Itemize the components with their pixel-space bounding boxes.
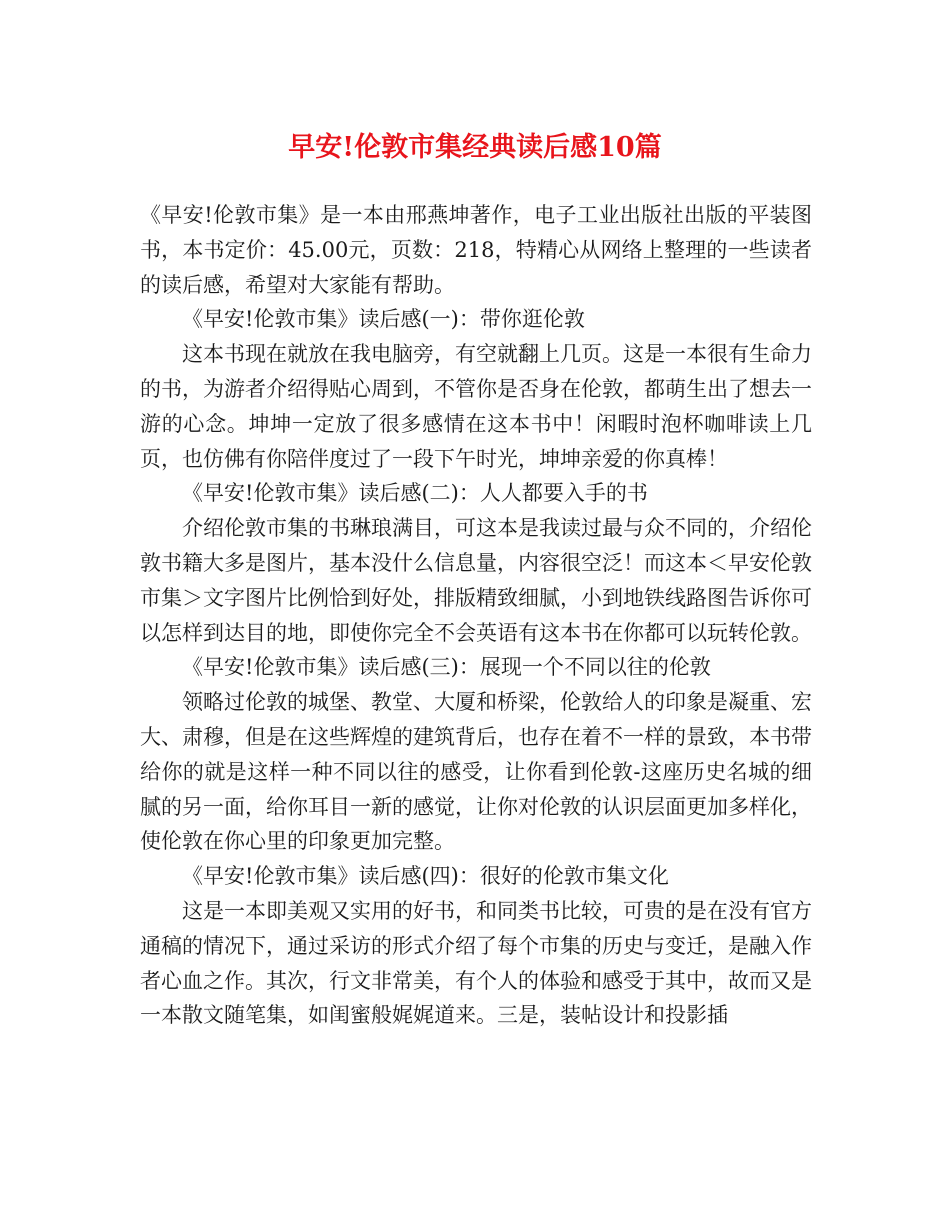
section-body-4: 这是一本即美观又实用的好书，和同类书比较，可贵的是在没有官方通稿的情况下，通过采访的形式介绍了每个市集的历史与变迁，是融入作者心血之作。其次，行文非常美，有个人的体验和感受于其中，故而又是一本散文随笔集，如闺蜜般娓娓道来。三是，装帖设计和投影插 <box>140 898 812 1028</box>
section-body-3: 领略过伦敦的城堡、教堂、大厦和桥梁，伦敦给人的印象是凝重、宏大、肃穆，但是在这些辉煌的建筑背后，也存在着不一样的景致，本书带给你的就是这样一种不同以往的感受，让你看到伦敦-这座历史名城的细腻的另一面，给你耳目一新的感觉，让你对伦敦的认识层面更加多样化，使伦敦在你心里的印象更加完整。 <box>140 690 812 854</box>
section-heading-1: 《早安!伦敦市集》读后感(一)：带你逛伦敦 <box>182 307 585 332</box>
section-body-1: 这本书现在就放在我电脑旁，有空就翻上几页。这是一本很有生命力的书，为游者介绍得贴心周到，不管你是否身在伦敦，都萌生出了想去一游的心念。坤坤一定放了很多感情在这本书中！闲暇时泡杯咖啡读上几页，也仿佛有你陪伴度过了一段下午时光，坤坤亲爱的你真棒！ <box>140 342 812 471</box>
section-heading-4: 《早安!伦敦市集》读后感(四)：很好的伦敦市集文化 <box>182 864 669 889</box>
document-body <box>140 198 812 1033</box>
section-body-2: 介绍伦敦市集的书琳琅满目，可这本是我读过最与众不同的，介绍伦敦书籍大多是图片，基本没什么信息量，内容很空泛！而这本＜早安伦敦市集＞文字图片比例恰到好处，排版精致细腻，小到地铁线路图告诉你可以怎样到达目的地，即使你完全不会英语有这本书在你都可以玩转伦敦。 <box>140 516 812 645</box>
section-heading-2: 《早安!伦敦市集》读后感(二)：人人都要入手的书 <box>182 481 648 506</box>
section-heading-3: 《早安!伦敦市集》读后感(三)：展现一个不同以往的伦敦 <box>182 655 711 680</box>
intro-paragraph: 《早安!伦敦市集》是一本由邢燕坤著作，电子工业出版社出版的平装图书，本书定价：45.00元，页数：218，特精心从网络上整理的一些读者的读后感，希望对大家能有帮助。 <box>140 203 812 297</box>
document-title: 早安!伦敦市集经典读后感10篇 <box>288 132 662 163</box>
